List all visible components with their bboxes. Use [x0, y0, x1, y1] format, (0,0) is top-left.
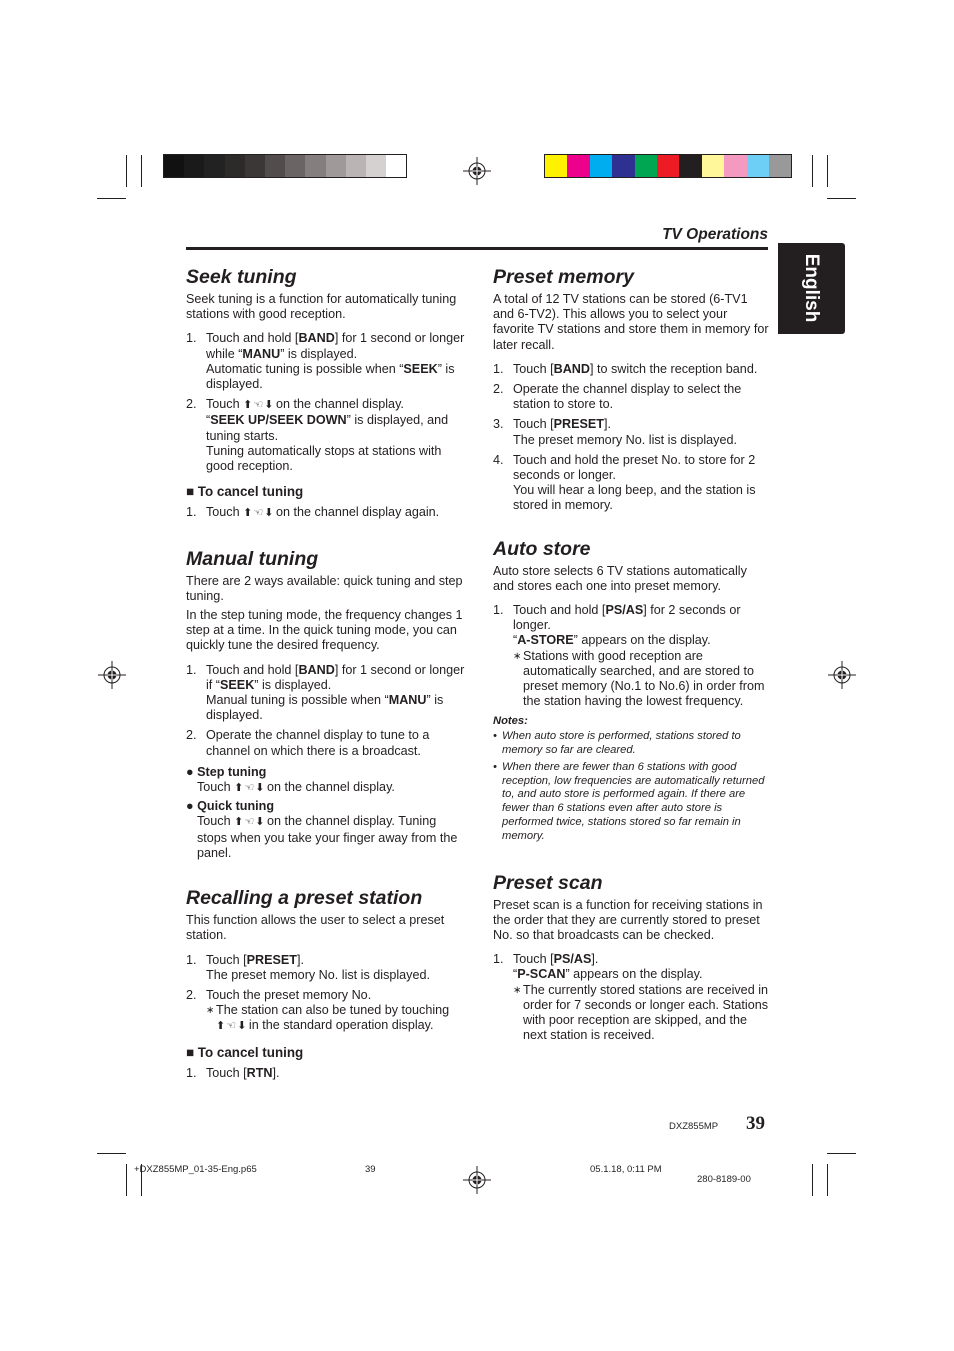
color-swatch	[724, 155, 746, 177]
crop-mark	[827, 1164, 828, 1196]
color-swatch	[679, 155, 701, 177]
footer-file-page: 39	[365, 1164, 376, 1175]
preset-memory-intro: A total of 12 TV stations can be stored (6-TV1 and 6-TV2). This allows you to select your favorite TV stations and store them in memory for later recall.	[493, 292, 769, 352]
color-swatch	[386, 155, 406, 177]
step-tuning-heading: ● Step tuning	[186, 764, 267, 779]
footer-file: +DXZ855MP_01-35-Eng.p65	[134, 1164, 257, 1175]
right-column	[493, 266, 769, 1049]
language-tab	[778, 243, 845, 334]
color-swatch	[265, 155, 285, 177]
color-swatch	[545, 155, 567, 177]
recalling-title: Recalling a preset station	[186, 887, 423, 910]
list-item: 1. Touch and hold [BAND] for 1 second or longer while “MANU” is displayed. Automatic tuning is possible when “SEEK” is displayed.	[186, 331, 465, 392]
color-swatch	[346, 155, 366, 177]
notes-heading: Notes:	[493, 715, 528, 728]
preset-memory-title: Preset memory	[493, 266, 634, 288]
seek-arrow-icon: ⬆ ☜ ⬇	[234, 816, 264, 829]
language-tab-label: English	[801, 253, 822, 323]
auto-store-intro: Auto store selects 6 TV stations automatically and stores each one into preset memory.	[493, 563, 747, 593]
crop-mark	[812, 155, 813, 187]
seek-arrow-icon: ⬆ ☜ ⬇	[234, 782, 264, 795]
registration-mark-icon	[463, 1166, 491, 1194]
color-swatch	[225, 155, 245, 177]
header-rule	[186, 247, 768, 250]
color-swatch	[702, 155, 724, 177]
color-swatch	[285, 155, 305, 177]
registration-mark-icon	[828, 661, 856, 689]
color-swatch	[769, 155, 791, 177]
crop-mark	[126, 155, 127, 187]
grayscale-calibration-bar	[163, 154, 407, 178]
color-swatch	[747, 155, 769, 177]
color-swatch	[245, 155, 265, 177]
manual-tuning-p1: There are 2 ways available: quick tuning and step tuning.	[186, 573, 463, 603]
crop-mark	[827, 1153, 856, 1154]
step-tuning-text: Touch ⬆ ☜ ⬇ on the channel display.	[186, 780, 466, 796]
list-item: 1. Touch [RTN].	[186, 1065, 280, 1080]
crop-mark	[141, 155, 142, 187]
recalling-section	[186, 887, 466, 1081]
seek-cancel-heading: ■ To cancel tuning	[186, 484, 304, 500]
color-swatch	[204, 155, 224, 177]
registration-mark-icon	[463, 157, 491, 185]
preset-scan-title: Preset scan	[493, 871, 603, 894]
crop-mark	[126, 1164, 127, 1196]
auto-store-title: Auto store	[493, 537, 591, 560]
crop-mark	[97, 198, 126, 199]
seek-tuning-intro: Seek tuning is a function for automatically tuning stations with good reception.	[186, 292, 457, 322]
list-item: 2. Operate the channel display to select the station to store to.	[493, 382, 742, 412]
color-swatch	[366, 155, 386, 177]
list-item: 2. Touch ⬆ ☜ ⬇ on the channel display. “SEEK UP/SEEK DOWN” is displayed, and tuning starts. Tuning automatically stops at stations with good reception.	[186, 397, 449, 474]
quick-tuning-text: Touch ⬆ ☜ ⬇ on the channel display. Tuning stops when you take your finger away from the panel.	[197, 814, 458, 860]
registration-mark-icon	[98, 661, 126, 689]
color-swatch	[326, 155, 346, 177]
manual-tuning-title: Manual tuning	[186, 547, 319, 570]
color-calibration-bar	[544, 154, 792, 178]
crop-mark	[827, 155, 828, 187]
preset-memory-section	[493, 266, 769, 514]
color-swatch	[164, 155, 184, 177]
note-item: • When there are fewer than 6 stations with good reception, low frequencies are automatically returned to, and auto store is performed again. If there are fewer than 6 stations even after auto store is performed twice, stations stored so far remain in memory.	[493, 760, 765, 842]
list-item: 3. Touch [PRESET]. The preset memory No. list is displayed.	[493, 417, 737, 447]
seek-tuning-section	[186, 266, 466, 522]
auto-store-notes	[493, 715, 769, 843]
crop-mark	[812, 1164, 813, 1196]
crop-mark	[827, 198, 856, 199]
list-item: 2. Operate the channel display to tune to a channel on which there is a broadcast.	[186, 728, 430, 758]
color-swatch	[567, 155, 589, 177]
list-item: 1. Touch and hold [PS/AS] for 2 seconds or longer. “A-STORE” appears on the display. ∗ Stations with good reception are automatically searched, and are stored to preset memory (No.1 to No.6) in order from the station having the lowest frequency.	[493, 603, 765, 709]
left-column	[186, 266, 466, 1087]
auto-store-section	[493, 538, 769, 844]
color-swatch	[305, 155, 325, 177]
footer-date: 05.1.18, 0:11 PM	[590, 1164, 662, 1175]
preset-scan-intro: Preset scan is a function for receiving stations in the order that they are currently stored to preset No. so that broadcasts can be checked.	[493, 897, 763, 943]
manual-tuning-p2: In the step tuning mode, the frequency changes 1 step at a time. In the quick tuning mode, you can quickly tune the desired frequency.	[186, 608, 463, 653]
color-swatch	[657, 155, 679, 177]
seek-tuning-title: Seek tuning	[186, 266, 297, 288]
recalling-intro: This function allows the user to select a preset station.	[186, 913, 445, 943]
list-item: 1. Touch and hold [BAND] for 1 second or longer if “SEEK” is displayed. Manual tuning is possible when “MANU” is displayed.	[186, 662, 465, 723]
manual-tuning-section	[186, 548, 466, 861]
footer-code: 280-8189-00	[697, 1174, 751, 1185]
color-swatch	[612, 155, 634, 177]
page-number: 39	[746, 1113, 765, 1134]
quick-tuning-heading: ● Quick tuning	[186, 799, 275, 814]
model-name: DXZ855MP	[669, 1121, 719, 1132]
list-item: 2. Touch the preset memory No. ∗ The station can also be tuned by touching ⬆ ☜ ⬇ in the standard operation display.	[186, 988, 466, 1035]
list-item: 4. Touch and hold the preset No. to store for 2 seconds or longer. You will hear a long beep, and the station is stored in memory.	[493, 452, 756, 513]
section-title: TV Operations	[662, 226, 768, 243]
list-item: 1. Touch [BAND] to switch the reception band.	[493, 361, 758, 376]
recalling-cancel-heading: ■ To cancel tuning	[186, 1044, 304, 1060]
color-swatch	[184, 155, 204, 177]
color-swatch	[635, 155, 657, 177]
color-swatch	[590, 155, 612, 177]
list-item: 1. Touch ⬆ ☜ ⬇ on the channel display again.	[186, 505, 466, 521]
seek-arrow-icon: ⬆ ☜ ⬇	[243, 507, 273, 520]
preset-scan-section	[493, 872, 769, 1044]
list-item: 1. Touch [PRESET]. The preset memory No. list is displayed.	[186, 952, 430, 982]
seek-arrow-icon: ⬆ ☜ ⬇	[216, 1020, 246, 1033]
seek-arrow-icon: ⬆ ☜ ⬇	[243, 399, 273, 412]
crop-mark	[97, 1153, 126, 1154]
note-item: • When auto store is performed, stations stored to memory so far are cleared.	[493, 730, 741, 757]
list-item: 1. Touch [PS/AS]. “P-SCAN” appears on the display. ∗ The currently stored stations are received in order for 7 seconds or longer each. Stations with poor reception are skipped, and the next station is received.	[493, 952, 769, 1043]
